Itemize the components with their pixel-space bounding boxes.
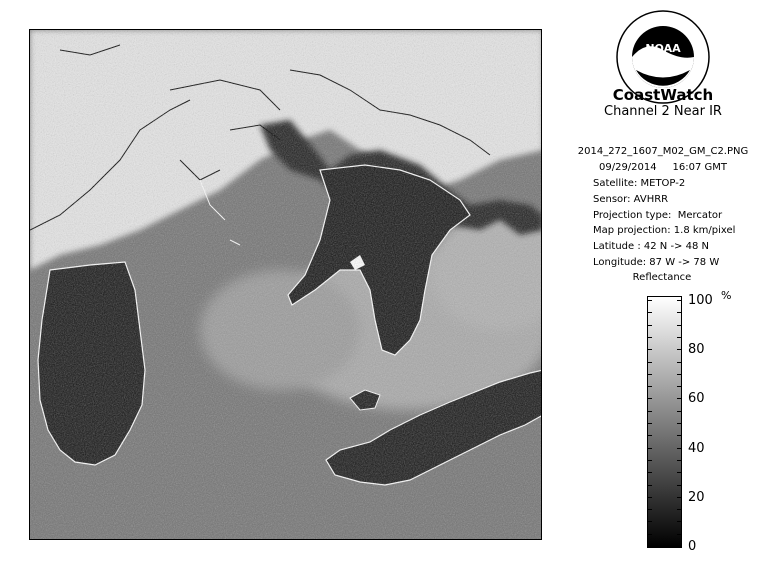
product-title: CoastWatch: [612, 86, 714, 104]
colorbar-tick-label: 80: [688, 342, 705, 358]
colorbar-tick-mark: [677, 485, 682, 486]
colorbar-tick-mark: [677, 497, 682, 498]
colorbar-tick-mark: [647, 374, 652, 375]
colorbar-tick-mark: [677, 546, 682, 547]
colorbar-tick-mark: [647, 448, 652, 449]
colorbar-tick-mark: [677, 300, 682, 301]
colorbar-tick-mark: [677, 337, 682, 338]
filename-label: 2014_272_1607_M02_GM_C2.PNG: [577, 146, 749, 157]
colorbar-tick-label: 60: [688, 391, 705, 407]
colorbar-tick-mark: [647, 325, 652, 326]
colorbar-tick-mark: [677, 460, 682, 461]
colorbar-tick-mark: [677, 325, 682, 326]
colorbar-tick-mark: [677, 521, 682, 522]
colorbar-tick-mark: [677, 435, 682, 436]
colorbar-tick-mark: [647, 546, 652, 547]
colorbar-tick-mark: [647, 312, 652, 313]
colorbar-tick-mark: [647, 300, 652, 301]
colorbar-tick-mark: [677, 312, 682, 313]
colorbar-tick-mark: [647, 337, 652, 338]
colorbar-tick-mark: [647, 472, 652, 473]
colorbar-tick-mark: [647, 485, 652, 486]
colorbar-unit: %: [721, 289, 732, 302]
colorbar-tick-mark: [677, 534, 682, 535]
texture-overlay: [30, 30, 542, 540]
colorbar-tick-label: 0: [688, 539, 697, 554]
colorbar-tick-label: 40: [688, 440, 705, 456]
colorbar-tick-mark: [677, 509, 682, 510]
colorbar-tick-mark: [677, 398, 682, 399]
latitude-label: Latitude : 42 N -> 48 N: [593, 241, 709, 252]
colorbar-tick-mark: [647, 349, 652, 350]
colorbar-tick-mark: [647, 423, 652, 424]
colorbar-title: Reflectance: [632, 272, 692, 283]
colorbar-tick-mark: [647, 509, 652, 510]
colorbar-tick-mark: [647, 435, 652, 436]
colorbar-tick-mark: [647, 386, 652, 387]
colorbar-tick-mark: [647, 497, 652, 498]
colorbar-tick-mark: [647, 362, 652, 363]
colorbar-tick-mark: [677, 472, 682, 473]
colorbar-tick-mark: [647, 534, 652, 535]
colorbar-tick-mark: [677, 411, 682, 412]
map-svg: [30, 30, 542, 540]
satellite-map: [29, 29, 542, 540]
colorbar-tick-mark: [677, 349, 682, 350]
datetime-label: 09/29/2014 16:07 GMT: [598, 162, 727, 173]
colorbar-tick-label: 20: [688, 489, 705, 505]
sensor-label: Sensor: AVHRR: [593, 194, 669, 205]
colorbar-tick-mark: [647, 460, 652, 461]
map-projection-label: Map projection: 1.8 km/pixel: [593, 225, 736, 236]
projection-type-label: Projection type: Mercator: [593, 210, 723, 221]
colorbar-tick-mark: [677, 374, 682, 375]
satellite-label: Satellite: METOP-2: [593, 178, 686, 189]
channel-label: Channel 2 Near IR: [604, 104, 722, 119]
colorbar-tick-mark: [647, 521, 652, 522]
colorbar-tick-mark: [677, 423, 682, 424]
colorbar-tick-label: 100: [688, 293, 713, 308]
noaa-logo-text: NOAA: [645, 42, 681, 55]
colorbar: [647, 296, 682, 548]
longitude-label: Longitude: 87 W -> 78 W: [593, 257, 720, 268]
colorbar-tick-mark: [647, 398, 652, 399]
colorbar-tick-mark: [677, 362, 682, 363]
colorbar-tick-mark: [647, 411, 652, 412]
colorbar-tick-mark: [677, 448, 682, 449]
colorbar-tick-mark: [677, 386, 682, 387]
